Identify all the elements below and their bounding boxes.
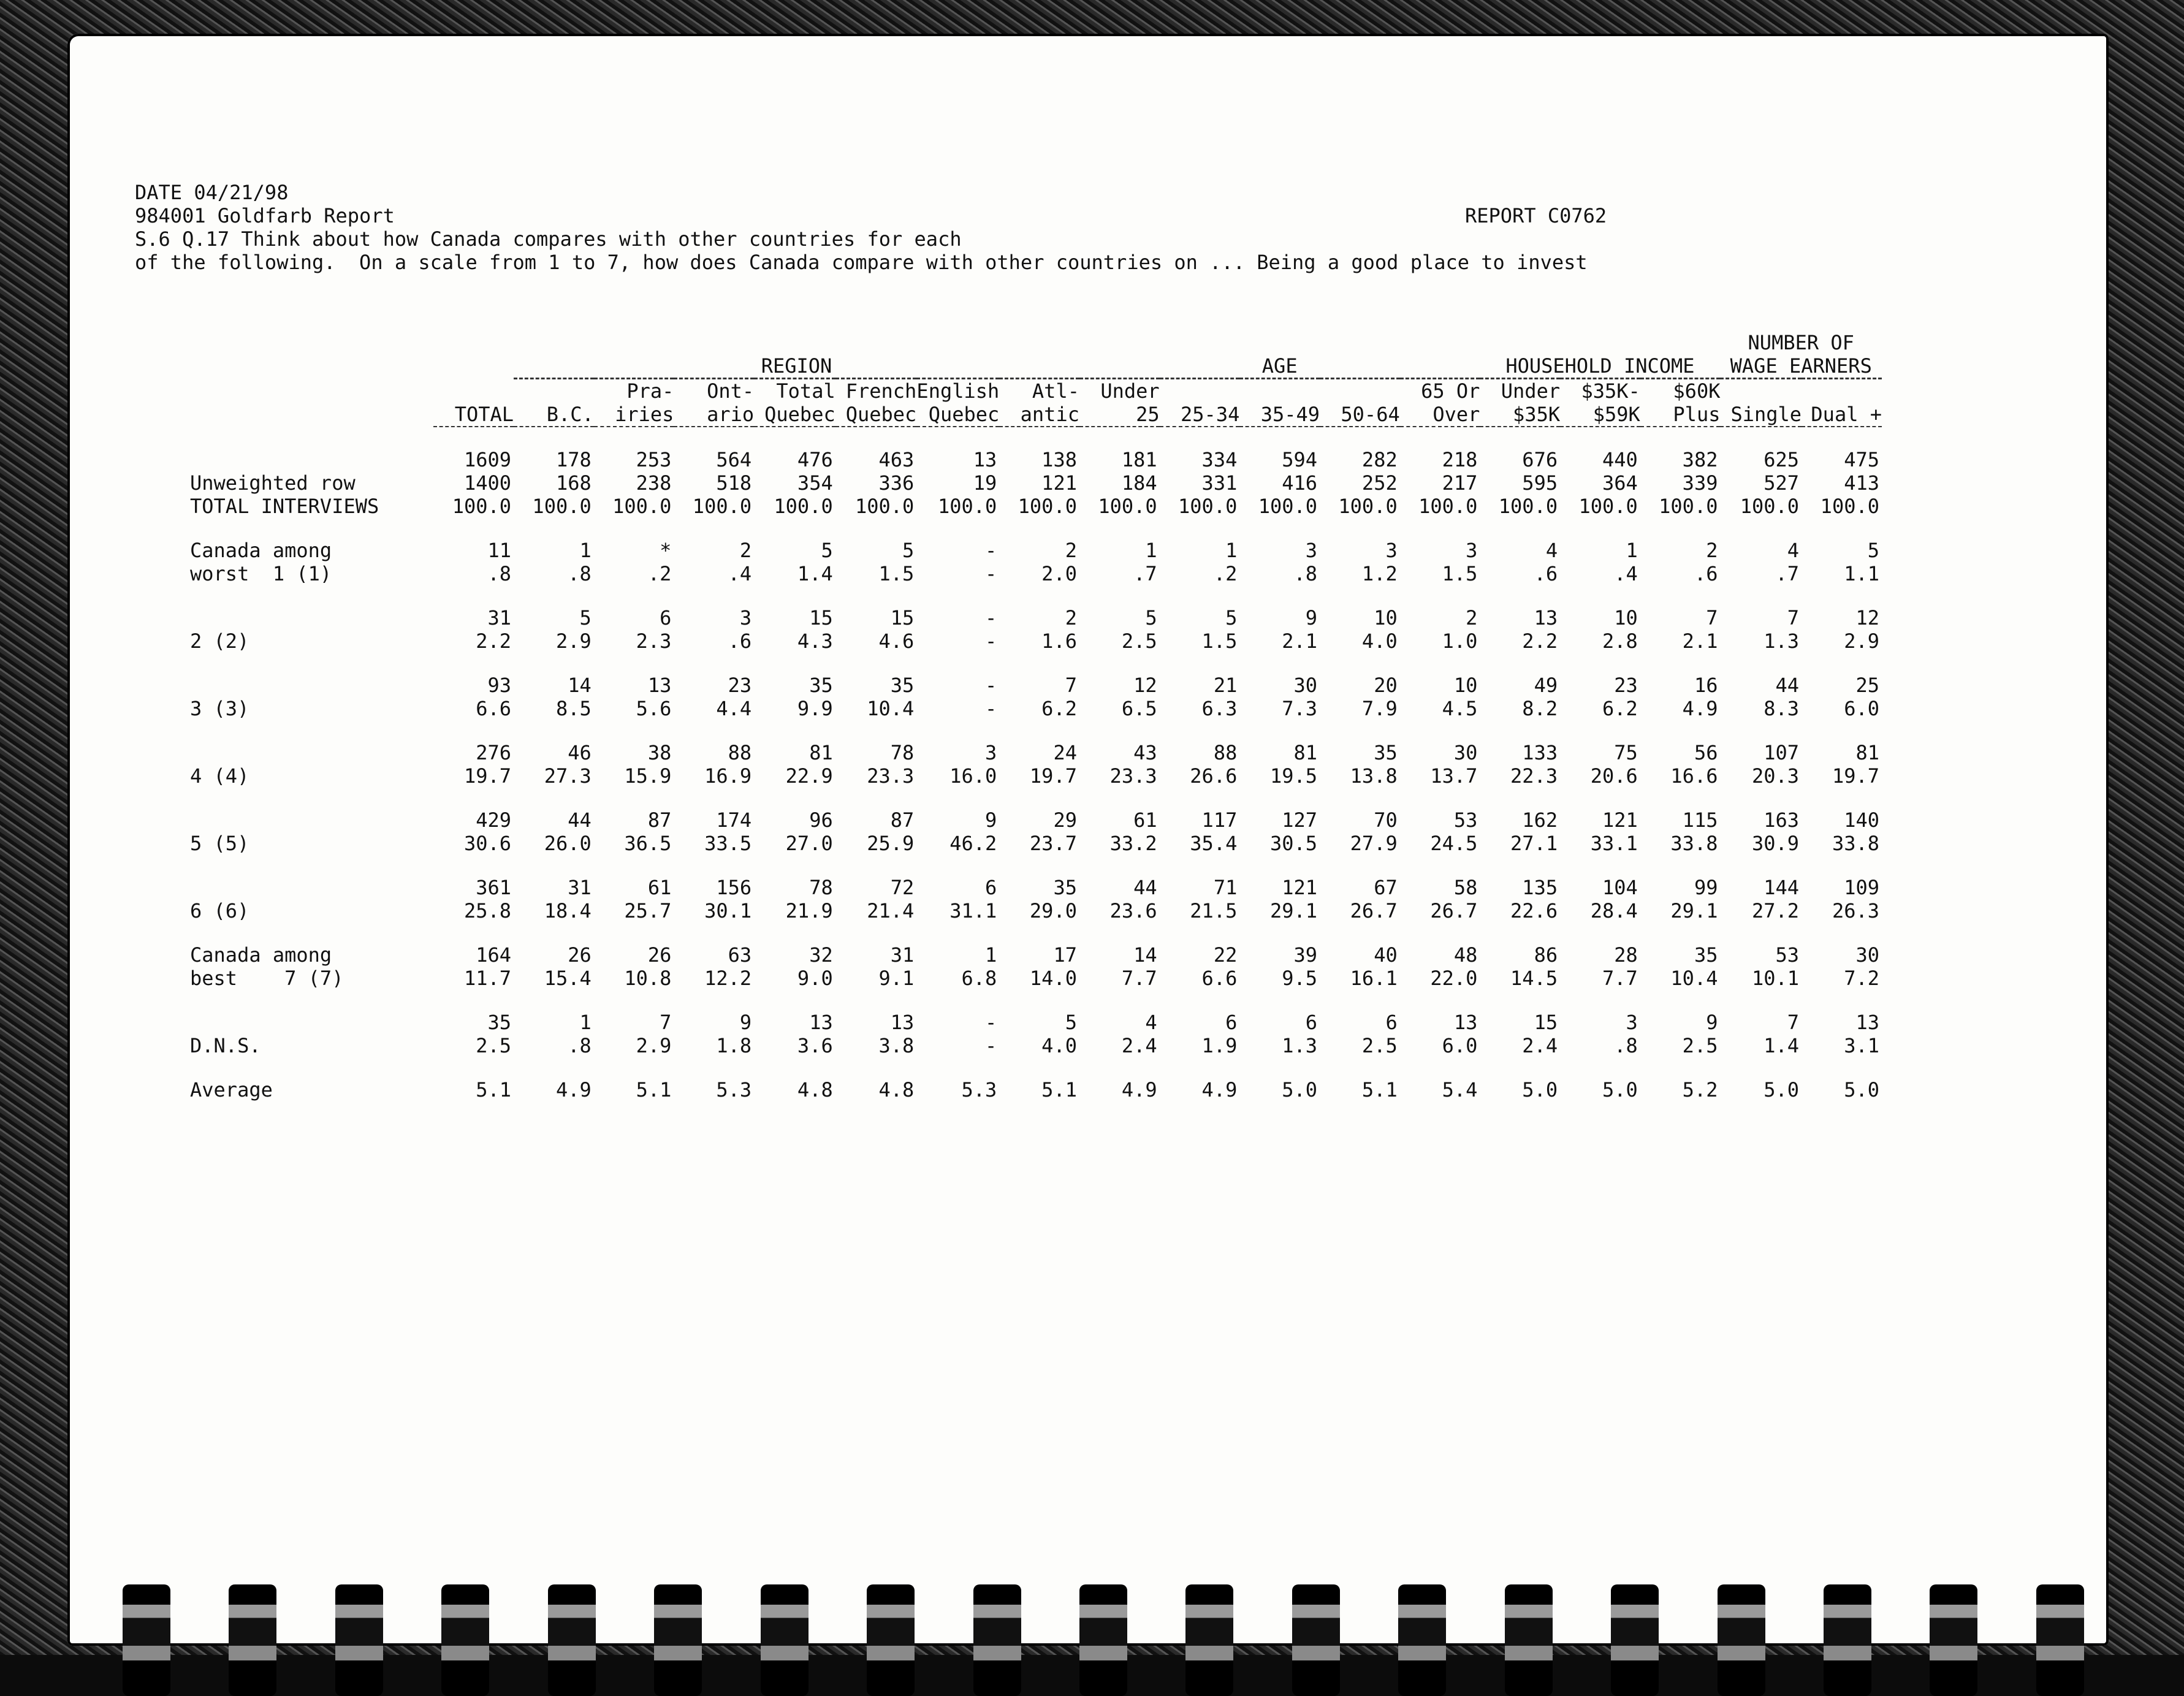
- column-header: B.C.: [514, 379, 594, 427]
- table-cell: 35 2.5: [476, 1011, 512, 1057]
- table-cell: 35 10.4: [1670, 943, 1718, 990]
- group-age: AGE: [1079, 331, 1480, 379]
- table-cell: 476 354 100.0: [774, 448, 833, 518]
- table-cell: 5 2.5: [1121, 606, 1157, 653]
- table-cell: 14 7.7: [1121, 943, 1157, 990]
- table-cell: 93 6.6: [476, 674, 512, 720]
- binding-ring: [973, 1584, 1021, 1696]
- table-cell: 1 .7: [1133, 539, 1157, 585]
- table-cell: 30 7.2: [1844, 943, 1879, 990]
- table-cell: 4.9: [1121, 1078, 1157, 1101]
- table-cell: 6 31.1: [949, 876, 997, 922]
- table-cell: 7 6.2: [1041, 674, 1077, 720]
- table-cell: 4.9: [555, 1078, 592, 1101]
- table-cell: 5.0: [1764, 1078, 1800, 1101]
- table-cell: 56 16.6: [1670, 741, 1718, 788]
- table-cell: 20 7.9: [1361, 674, 1398, 720]
- table-cell: 7 2.9: [636, 1011, 672, 1057]
- table-cell: 7 1.4: [1764, 1011, 1800, 1057]
- table-cell: 3 1.5: [1442, 539, 1478, 585]
- table-cell: 5 1.5: [878, 539, 915, 585]
- table-cell: 5 4.0: [1041, 1011, 1077, 1057]
- row-label: 4 (4): [190, 764, 249, 788]
- column-header: Dual +: [1802, 379, 1882, 427]
- table-cell: 2 1.0: [1442, 606, 1478, 653]
- table-row: [190, 876, 1882, 922]
- column-header: $60K Plus: [1640, 379, 1721, 427]
- table-cell: 5.3: [716, 1078, 752, 1101]
- table-cell: 10 4.0: [1361, 606, 1398, 653]
- table-cell: 9 1.8: [716, 1011, 752, 1057]
- table-cell: 13 3.1: [1844, 1011, 1879, 1057]
- table-cell: 6 2.5: [1361, 1011, 1398, 1057]
- table-cell: 117 35.4: [1190, 808, 1238, 855]
- table-cell: - -: [985, 539, 997, 585]
- binding-ring: [335, 1584, 383, 1696]
- table-cell: 104 28.4: [1590, 876, 1638, 922]
- column-header: TOTAL: [433, 379, 514, 427]
- table-cell: 5.3: [961, 1078, 997, 1101]
- table-cell: 1 .2: [1213, 539, 1238, 585]
- table-cell: 31 2.2: [476, 606, 512, 653]
- table-cell: 440 364 100.0: [1578, 448, 1638, 518]
- table-cell: 5.0: [1522, 1078, 1558, 1101]
- report-id: REPORT C0762: [1465, 204, 1607, 227]
- column-header: 35-49: [1239, 379, 1320, 427]
- table-cell: 13 6.0: [1442, 1011, 1478, 1057]
- table-cell: 29 23.7: [1029, 808, 1077, 855]
- row-label: Canada among worst 1 (1): [190, 539, 332, 585]
- table-cell: 23 4.4: [716, 674, 752, 720]
- column-header-row: [190, 379, 1882, 427]
- table-cell: 86 14.5: [1510, 943, 1558, 990]
- table-cell: 31 9.1: [878, 943, 915, 990]
- table-cell: 67 26.7: [1350, 876, 1398, 922]
- table-cell: 334 331 100.0: [1178, 448, 1238, 518]
- table-cell: 162 27.1: [1510, 808, 1558, 855]
- table-cell: 1 .4: [1614, 539, 1638, 585]
- table-cell: 4 .6: [1534, 539, 1558, 585]
- table-cell: 81 22.9: [785, 741, 833, 788]
- table-cell: 6 1.3: [1282, 1011, 1318, 1057]
- table-cell: 53 24.5: [1430, 808, 1478, 855]
- table-cell: 48 22.0: [1430, 943, 1478, 990]
- table-cell: 87 36.5: [624, 808, 672, 855]
- table-cell: 138 121 100.0: [1018, 448, 1077, 518]
- table-cell: 14 8.5: [555, 674, 592, 720]
- table-cell: 53 10.1: [1752, 943, 1800, 990]
- table-row: [190, 1011, 1882, 1057]
- column-header: English Quebec: [916, 379, 1000, 426]
- table-cell: 3 16.0: [949, 741, 997, 788]
- table-cell: 9 2.1: [1282, 606, 1318, 653]
- table-cell: 43 23.3: [1109, 741, 1157, 788]
- table-cell: 78 21.9: [785, 876, 833, 922]
- group-region: REGION: [514, 331, 1079, 379]
- row-label: Canada among best 7 (7): [190, 943, 344, 990]
- table-cell: 12 6.5: [1121, 674, 1157, 720]
- table-cell: 40 16.1: [1350, 943, 1398, 990]
- column-header: 25-34: [1160, 379, 1240, 427]
- column-header: Under 25: [1079, 379, 1160, 427]
- table-cell: 127 30.5: [1269, 808, 1318, 855]
- table-cell: 87 25.9: [867, 808, 915, 855]
- table-cell: 70 27.9: [1350, 808, 1398, 855]
- table-cell: 49 8.2: [1522, 674, 1558, 720]
- table-cell: 35 13.8: [1350, 741, 1398, 788]
- table-cell: 5.0: [1844, 1078, 1879, 1101]
- column-header: 50-64: [1320, 379, 1400, 427]
- row-label: 2 (2): [190, 629, 249, 653]
- table-cell: 109 26.3: [1832, 876, 1879, 922]
- binding-ring: [1930, 1584, 1977, 1696]
- table-cell: 5.2: [1682, 1078, 1718, 1101]
- binding-ring: [1718, 1584, 1765, 1696]
- table-cell: - -: [985, 1011, 997, 1057]
- column-header: Single: [1720, 379, 1802, 427]
- table-cell: 99 29.1: [1670, 876, 1718, 922]
- table-cell: 24 19.7: [1029, 741, 1077, 788]
- table-cell: 10 2.8: [1602, 606, 1638, 653]
- table-cell: 61 33.2: [1109, 808, 1157, 855]
- table-cell: 4.8: [797, 1078, 833, 1101]
- table-cell: 44 26.0: [544, 808, 592, 855]
- report-page: [67, 34, 2109, 1646]
- column-header: Total Quebec: [754, 379, 835, 427]
- table-cell: 1 6.8: [961, 943, 997, 990]
- table-cell: 5.1: [636, 1078, 672, 1101]
- table-cell: 21 6.3: [1201, 674, 1238, 720]
- table-cell: 13 3.6: [797, 1011, 833, 1057]
- group-wage-earners: NUMBER OF WAGE EARNERS: [1720, 331, 1882, 379]
- table-row: [190, 741, 1882, 788]
- question-line-2: of the following. On a scale from 1 to 7, how does Canada compare with other countries on ... Being a good place to invest: [135, 251, 1588, 274]
- table-cell: 2 2.0: [1041, 539, 1077, 585]
- column-header: French Quebec: [835, 379, 917, 427]
- table-cell: 4.8: [878, 1078, 915, 1101]
- table-cell: 30 13.7: [1430, 741, 1478, 788]
- binding-ring: [761, 1584, 809, 1696]
- table-cell: 75 20.6: [1590, 741, 1638, 788]
- table-row: [190, 606, 1882, 653]
- binding-ring: [1292, 1584, 1340, 1696]
- table-cell: 382 339 100.0: [1659, 448, 1718, 518]
- table-cell: 28 7.7: [1602, 943, 1638, 990]
- table-cell: 39 9.5: [1282, 943, 1318, 990]
- table-cell: 88 16.9: [704, 741, 752, 788]
- report-name: 984001 Goldfarb Report: [135, 204, 395, 227]
- table-cell: 163 30.9: [1752, 808, 1800, 855]
- table-cell: 3 .8: [1293, 539, 1318, 585]
- binding-ring: [1505, 1584, 1553, 1696]
- column-header: 65 Or Over: [1400, 379, 1480, 427]
- table-cell: 38 15.9: [624, 741, 672, 788]
- table-cell: 7 1.3: [1764, 606, 1800, 653]
- table-row: [190, 674, 1882, 720]
- table-cell: 6 1.9: [1201, 1011, 1238, 1057]
- table-cell: 135 22.6: [1510, 876, 1558, 922]
- table-cell: 5.0: [1602, 1078, 1638, 1101]
- table-cell: 5.0: [1282, 1078, 1318, 1101]
- column-header: Under $35K: [1480, 379, 1560, 427]
- table-cell: 58 26.7: [1430, 876, 1478, 922]
- table-cell: 429 30.6: [464, 808, 512, 855]
- table-row: [190, 808, 1882, 855]
- row-label: Average: [190, 1078, 273, 1101]
- binding-ring: [441, 1584, 489, 1696]
- table-cell: 23 6.2: [1602, 674, 1638, 720]
- table-cell: 4.9: [1201, 1078, 1238, 1101]
- row-label: 5 (5): [190, 832, 249, 855]
- table-cell: 156 30.1: [704, 876, 752, 922]
- table-cell: 282 252 100.0: [1338, 448, 1398, 518]
- table-cell: 1 .8: [568, 539, 592, 585]
- table-row: [190, 1078, 1882, 1101]
- table-cell: 17 14.0: [1029, 943, 1077, 990]
- table-cell: 361 25.8: [464, 876, 512, 922]
- table-cell: 71 21.5: [1190, 876, 1238, 922]
- column-header: Pra- iries: [594, 379, 674, 427]
- table-cell: - -: [985, 606, 997, 653]
- table-cell: 5.1: [1041, 1078, 1077, 1101]
- table-cell: 475 413 100.0: [1820, 448, 1879, 518]
- group-household-income: HOUSEHOLD INCOME: [1480, 331, 1720, 379]
- column-header: Atl- antic: [999, 379, 1079, 427]
- table-cell: 5 2.9: [555, 606, 592, 653]
- table-cell: 181 184 100.0: [1098, 448, 1157, 518]
- table-cell: 31 18.4: [544, 876, 592, 922]
- binding-ring: [1079, 1584, 1127, 1696]
- table-cell: 140 33.8: [1832, 808, 1879, 855]
- column-header: $35K- $59K: [1560, 379, 1640, 427]
- table-cell: 46 27.3: [544, 741, 592, 788]
- table-cell: 144 27.2: [1752, 876, 1800, 922]
- table-cell: 72 21.4: [867, 876, 915, 922]
- table-cell: 10 4.5: [1442, 674, 1478, 720]
- table-cell: 107 20.3: [1752, 741, 1800, 788]
- question-line-1: S.6 Q.17 Think about how Canada compares with other countries for each: [135, 227, 962, 251]
- table-cell: 174 33.5: [704, 808, 752, 855]
- table-cell: 6 2.3: [636, 606, 672, 653]
- table-cell: 1 .8: [568, 1011, 592, 1057]
- table-cell: 25 6.0: [1844, 674, 1879, 720]
- binding-ring: [1611, 1584, 1659, 1696]
- table-cell: 4 2.4: [1121, 1011, 1157, 1057]
- table-cell: 178 168 100.0: [532, 448, 592, 518]
- table-cell: 44 23.6: [1109, 876, 1157, 922]
- binding-ring: [654, 1584, 702, 1696]
- table-cell: 32 9.0: [797, 943, 833, 990]
- table-cell: 164 11.7: [464, 943, 512, 990]
- binding-ring: [867, 1584, 915, 1696]
- table-cell: 5.4: [1442, 1078, 1478, 1101]
- table-cell: 3 .8: [1614, 1011, 1638, 1057]
- table-cell: 676 595 100.0: [1498, 448, 1558, 518]
- table-cell: 115 33.8: [1670, 808, 1718, 855]
- table-cell: 96 27.0: [785, 808, 833, 855]
- table-cell: 22 6.6: [1201, 943, 1238, 990]
- table-cell: 5.1: [1361, 1078, 1398, 1101]
- binding-ring: [1398, 1584, 1446, 1696]
- report-date: DATE 04/21/98: [135, 181, 289, 204]
- table-cell: 35 10.4: [867, 674, 915, 720]
- table-cell: 35 9.9: [797, 674, 833, 720]
- binding-ring: [548, 1584, 596, 1696]
- row-label: 3 (3): [190, 697, 249, 720]
- table-cell: 5 1.4: [797, 539, 833, 585]
- table-cell: 26 10.8: [624, 943, 672, 990]
- table-cell: 594 416 100.0: [1258, 448, 1318, 518]
- table-cell: 3 .6: [728, 606, 752, 653]
- table-cell: 15 2.4: [1522, 1011, 1558, 1057]
- table-cell: 16 4.9: [1682, 674, 1718, 720]
- table-cell: 463 336 100.0: [854, 448, 915, 518]
- table-cell: 5.1: [476, 1078, 512, 1101]
- crosstab-table: [190, 331, 1882, 1101]
- table-cell: 5 1.5: [1201, 606, 1238, 653]
- table-cell: 2 .4: [728, 539, 752, 585]
- table-body: [190, 427, 1882, 1101]
- row-label: Unweighted row TOTAL INTERVIEWS: [190, 471, 379, 518]
- table-cell: 9 2.5: [1682, 1011, 1718, 1057]
- table-cell: 253 238 100.0: [612, 448, 672, 518]
- table-cell: 15 4.3: [797, 606, 833, 653]
- table-cell: 2 1.6: [1041, 606, 1077, 653]
- table-cell: 81 19.7: [1832, 741, 1879, 788]
- table-cell: 5 1.1: [1844, 539, 1879, 585]
- table-cell: 625 527 100.0: [1740, 448, 1800, 518]
- table-cell: 7 2.1: [1682, 606, 1718, 653]
- table-cell: 44 8.3: [1764, 674, 1800, 720]
- table-cell: 26 15.4: [544, 943, 592, 990]
- row-label: 6 (6): [190, 899, 249, 922]
- table-row: [190, 448, 1882, 518]
- binding-ring: [1185, 1584, 1233, 1696]
- table-cell: - -: [985, 674, 997, 720]
- binding-ring: [229, 1584, 276, 1696]
- table-cell: 133 22.3: [1510, 741, 1558, 788]
- table-cell: 81 19.5: [1269, 741, 1318, 788]
- table-cell: 3 1.2: [1361, 539, 1398, 585]
- table-cell: 13 3.8: [878, 1011, 915, 1057]
- table-cell: 30 7.3: [1282, 674, 1318, 720]
- table-cell: 63 12.2: [704, 943, 752, 990]
- table-cell: 1609 1400 100.0: [452, 448, 512, 518]
- table-cell: 121 33.1: [1590, 808, 1638, 855]
- table-row: [190, 539, 1882, 585]
- table-cell: 13 2.2: [1522, 606, 1558, 653]
- binding-ring: [2036, 1584, 2084, 1696]
- table-cell: 15 4.6: [878, 606, 915, 653]
- column-header: Ont- ario: [674, 379, 754, 427]
- table-cell: 4 .7: [1775, 539, 1800, 585]
- table-cell: 12 2.9: [1844, 606, 1879, 653]
- table-cell: 13 19 100.0: [937, 448, 997, 518]
- table-row: [190, 943, 1882, 990]
- table-cell: 276 19.7: [464, 741, 512, 788]
- binding-ring: [1824, 1584, 1871, 1696]
- binding-ring: [123, 1584, 170, 1696]
- table-cell: 9 46.2: [949, 808, 997, 855]
- group-header-row: [190, 331, 1882, 379]
- spiral-binding: [123, 1584, 2084, 1696]
- table-cell: 78 23.3: [867, 741, 915, 788]
- table-cell: 2 .6: [1694, 539, 1718, 585]
- table-cell: * .2: [647, 539, 672, 585]
- table-cell: 564 518 100.0: [692, 448, 752, 518]
- table-cell: 61 25.7: [624, 876, 672, 922]
- table-cell: 88 26.6: [1190, 741, 1238, 788]
- table-cell: 218 217 100.0: [1418, 448, 1478, 518]
- row-label: D.N.S.: [190, 1034, 261, 1057]
- table-cell: 35 29.0: [1029, 876, 1077, 922]
- table-cell: 121 29.1: [1269, 876, 1318, 922]
- table-cell: 11 .8: [487, 539, 512, 585]
- table-cell: 13 5.6: [636, 674, 672, 720]
